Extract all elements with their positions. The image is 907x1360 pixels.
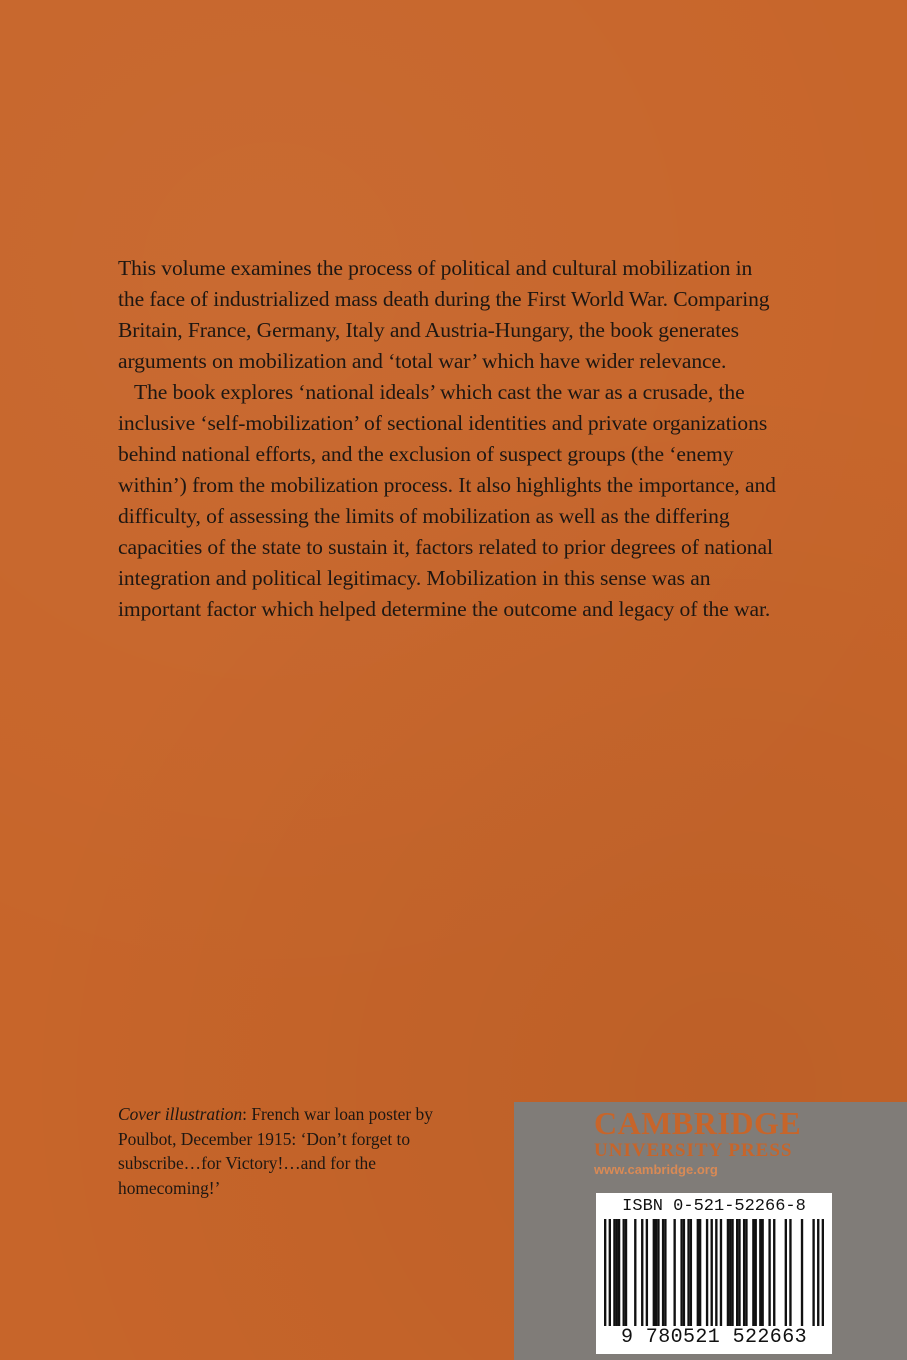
barcode-bar: [609, 1219, 611, 1326]
barcode-box: [596, 1193, 832, 1354]
barcode-bar: [690, 1219, 692, 1326]
barcode-bar: [755, 1219, 757, 1326]
caption-text: : French war loan poster by Poulbot, December 1915: ‘Don’t forget to subscribe…for Victory!…and for the homecoming!’: [118, 1104, 433, 1198]
barcode-icon: [604, 1219, 824, 1326]
cover-illustration-caption: [118, 1102, 448, 1200]
barcode-bar: [812, 1219, 814, 1326]
barcode-bar: [736, 1219, 738, 1326]
barcode-bar: [822, 1219, 824, 1326]
barcode-bar: [680, 1219, 682, 1326]
barcode-bar: [687, 1219, 689, 1326]
barcode-bar: [641, 1219, 643, 1326]
barcode-bar: [711, 1219, 713, 1326]
barcode-bar: [646, 1219, 648, 1326]
barcode-bar: [634, 1219, 636, 1326]
barcode-bar: [662, 1219, 664, 1326]
barcode-bar: [801, 1219, 803, 1326]
barcode-bar: [745, 1219, 747, 1326]
barcode-bar: [683, 1219, 685, 1326]
barcode-bar: [817, 1219, 819, 1326]
barcode-bar: [664, 1219, 666, 1326]
publisher-imprint-panel: [514, 1102, 907, 1360]
barcode-bar: [773, 1219, 775, 1326]
barcode-bar: [743, 1219, 745, 1326]
barcode-bar: [738, 1219, 740, 1326]
barcode-bar: [699, 1219, 701, 1326]
ean-digits: 9 780521 522663: [620, 1326, 808, 1349]
barcode-bar: [697, 1219, 699, 1326]
description-paragraph-1: This volume examines the process of political and cultural mobilization in the face of industrialized mass death during the First World War. Comparing Britain, France, Germany, Italy and Austria-Hungary, the book generates arguments on mobilization and ‘total war’ which have wider relevance.: [118, 256, 770, 373]
description-paragraph-2: The book explores ‘national ideals’ which cast the war as a crusade, the inclusive ‘self-mobilization’ of sectional identities and private organizations behind national efforts, and the exclusion of suspect groups (the ‘enemy within’) from the mobilization process. It also highlights the importance, and difficulty, of assessing the limits of mobilization as well as the differing capacities of the state to sustain it, factors related to prior degrees of national integration and political legitimacy. Mobilization in this sense was an important factor which helped determine the outcome and legacy of the war.: [118, 380, 776, 621]
barcode-bar: [613, 1219, 615, 1326]
barcode-bar: [655, 1219, 657, 1326]
publisher-website: www.cambridge.org: [594, 1162, 718, 1177]
barcode-bar: [616, 1219, 618, 1326]
barcode-bar: [720, 1219, 722, 1326]
barcode-bar: [729, 1219, 731, 1326]
barcode-bar: [653, 1219, 655, 1326]
barcode-bar: [789, 1219, 791, 1326]
barcode-bar: [731, 1219, 733, 1326]
barcode-bar: [618, 1219, 620, 1326]
barcode-bar: [727, 1219, 729, 1326]
barcode-bar: [768, 1219, 770, 1326]
barcode-bar: [673, 1219, 675, 1326]
barcode-bar: [752, 1219, 754, 1326]
barcode-bar: [785, 1219, 787, 1326]
barcode-bar: [604, 1219, 606, 1326]
book-description: [118, 253, 778, 625]
barcode-bar: [657, 1219, 659, 1326]
barcode-bar: [623, 1219, 625, 1326]
caption-lead: Cover illustration: [118, 1104, 243, 1124]
barcode-bar: [625, 1219, 627, 1326]
publisher-name: CAMBRIDGE: [594, 1105, 802, 1141]
barcode-bar: [715, 1219, 717, 1326]
barcode-bar: [759, 1219, 761, 1326]
publisher-subtitle: UNIVERSITY PRESS: [594, 1140, 793, 1161]
barcode-bar: [706, 1219, 708, 1326]
isbn-label: ISBN 0-521-52266-8: [622, 1197, 806, 1216]
barcode-bar: [761, 1219, 763, 1326]
